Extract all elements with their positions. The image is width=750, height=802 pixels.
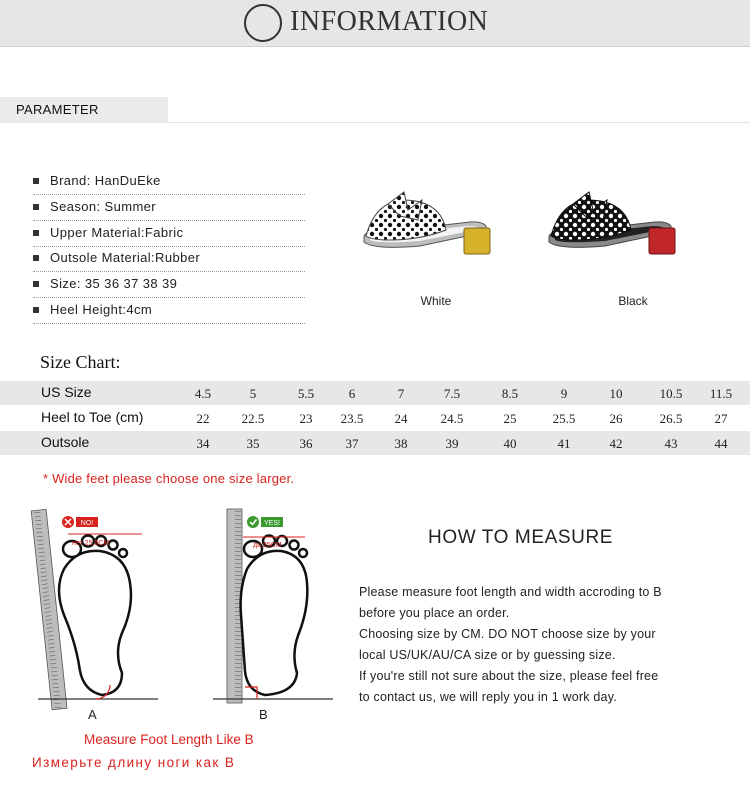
row-label: Outsole bbox=[41, 434, 90, 450]
header-divider bbox=[0, 46, 750, 47]
table-cell: 39 bbox=[445, 436, 459, 451]
spec-item-heel-height: Heel Height:4cm bbox=[33, 299, 305, 324]
row-label: US Size bbox=[41, 384, 92, 400]
measure-instruction-line: before you place an order. bbox=[359, 606, 510, 620]
foot-measure-b-illustration bbox=[205, 503, 335, 723]
parameter-divider bbox=[168, 122, 750, 123]
bullet-icon bbox=[33, 230, 39, 236]
measure-a-letter: A bbox=[88, 707, 97, 722]
table-cell: 43 bbox=[664, 436, 678, 451]
header-circle-icon bbox=[244, 4, 282, 42]
table-cell: 25 bbox=[503, 411, 517, 426]
table-cell: 26.5 bbox=[659, 411, 683, 426]
measure-caption-ru: Измерьте длину ноги как B bbox=[32, 755, 236, 770]
table-cell: 6 bbox=[348, 386, 356, 401]
row-label: Heel to Toe (cm) bbox=[41, 409, 144, 425]
measure-a-value: нет 25.5CM bbox=[72, 540, 110, 547]
spec-item-upper-material: Upper Material:Fabric bbox=[33, 222, 305, 247]
foot-measure-a-illustration bbox=[30, 503, 160, 723]
table-cell: 42 bbox=[609, 436, 623, 451]
white-polka-dot-sandal-image bbox=[360, 186, 510, 256]
table-cell: 25.5 bbox=[552, 411, 576, 426]
measure-b-value: да 25CM bbox=[253, 542, 282, 549]
table-cell: 35 bbox=[246, 436, 260, 451]
bullet-icon bbox=[33, 204, 39, 210]
table-cell: 9 bbox=[560, 386, 568, 401]
table-cell: 24 bbox=[394, 411, 408, 426]
measure-caption-en: Measure Foot Length Like B bbox=[84, 732, 254, 747]
table-cell: 7.5 bbox=[443, 386, 461, 401]
table-cell: 24.5 bbox=[440, 411, 464, 426]
table-cell: 7 bbox=[397, 386, 405, 401]
table-cell: 8.5 bbox=[501, 386, 519, 401]
black-caption: Black bbox=[618, 294, 648, 308]
bullet-icon bbox=[33, 281, 39, 287]
table-cell: 22 bbox=[196, 411, 210, 426]
spec-item-brand: Brand: HanDuEke bbox=[33, 170, 305, 195]
table-cell: 26 bbox=[609, 411, 623, 426]
yes-badge-label: YES! bbox=[264, 520, 280, 527]
table-cell: 44 bbox=[714, 436, 728, 451]
row-us-size bbox=[0, 381, 750, 405]
table-cell: 11.5 bbox=[709, 386, 733, 401]
bullet-icon bbox=[33, 178, 39, 184]
white-caption: White bbox=[420, 294, 452, 308]
spec-item-season: Season: Summer bbox=[33, 196, 305, 221]
measure-instruction-line: If you're still not sure about the size, please feel free bbox=[359, 669, 659, 683]
table-cell: 27 bbox=[714, 411, 728, 426]
spec-item-size: Size: 35 36 37 38 39 bbox=[33, 273, 305, 298]
table-cell: 10 bbox=[609, 386, 623, 401]
no-badge-label: NO! bbox=[80, 520, 94, 527]
black-polka-dot-sandal-image bbox=[545, 186, 695, 256]
row-outsole bbox=[0, 431, 750, 455]
measure-instruction-line: local US/UK/AU/CA size or by guessing size. bbox=[359, 648, 616, 662]
table-cell: 5.5 bbox=[297, 386, 315, 401]
measure-instruction-line: Choosing size by CM. DO NOT choose size by your bbox=[359, 627, 656, 641]
parameter-label: PARAMETER bbox=[16, 102, 99, 117]
table-cell: 38 bbox=[394, 436, 408, 451]
page-title: INFORMATION bbox=[290, 6, 489, 37]
table-cell: 10.5 bbox=[659, 386, 683, 401]
table-cell: 23 bbox=[299, 411, 313, 426]
table-cell: 41 bbox=[557, 436, 571, 451]
how-to-measure-title: HOW TO MEASURE bbox=[428, 527, 614, 548]
table-cell: 34 bbox=[196, 436, 210, 451]
table-cell: 22.5 bbox=[241, 411, 265, 426]
table-cell: 37 bbox=[345, 436, 359, 451]
measure-b-letter: B bbox=[259, 707, 268, 722]
table-cell: 23.5 bbox=[340, 411, 364, 426]
spec-item-outsole-material: Outsole Material:Rubber bbox=[33, 247, 305, 272]
table-cell: 5 bbox=[249, 386, 257, 401]
bullet-icon bbox=[33, 307, 39, 313]
table-cell: 4.5 bbox=[194, 386, 212, 401]
table-cell: 40 bbox=[503, 436, 517, 451]
measure-instruction-line: to contact us, we will reply you in 1 work day. bbox=[359, 690, 617, 704]
size-chart-title: Size Chart: bbox=[40, 352, 121, 372]
bullet-icon bbox=[33, 255, 39, 261]
measure-instruction-line: Please measure foot length and width accroding to B bbox=[359, 585, 662, 599]
table-cell: 36 bbox=[299, 436, 313, 451]
row-heel-to-toe bbox=[0, 406, 750, 430]
wide-feet-note: * Wide feet please choose one size larger. bbox=[43, 471, 295, 486]
